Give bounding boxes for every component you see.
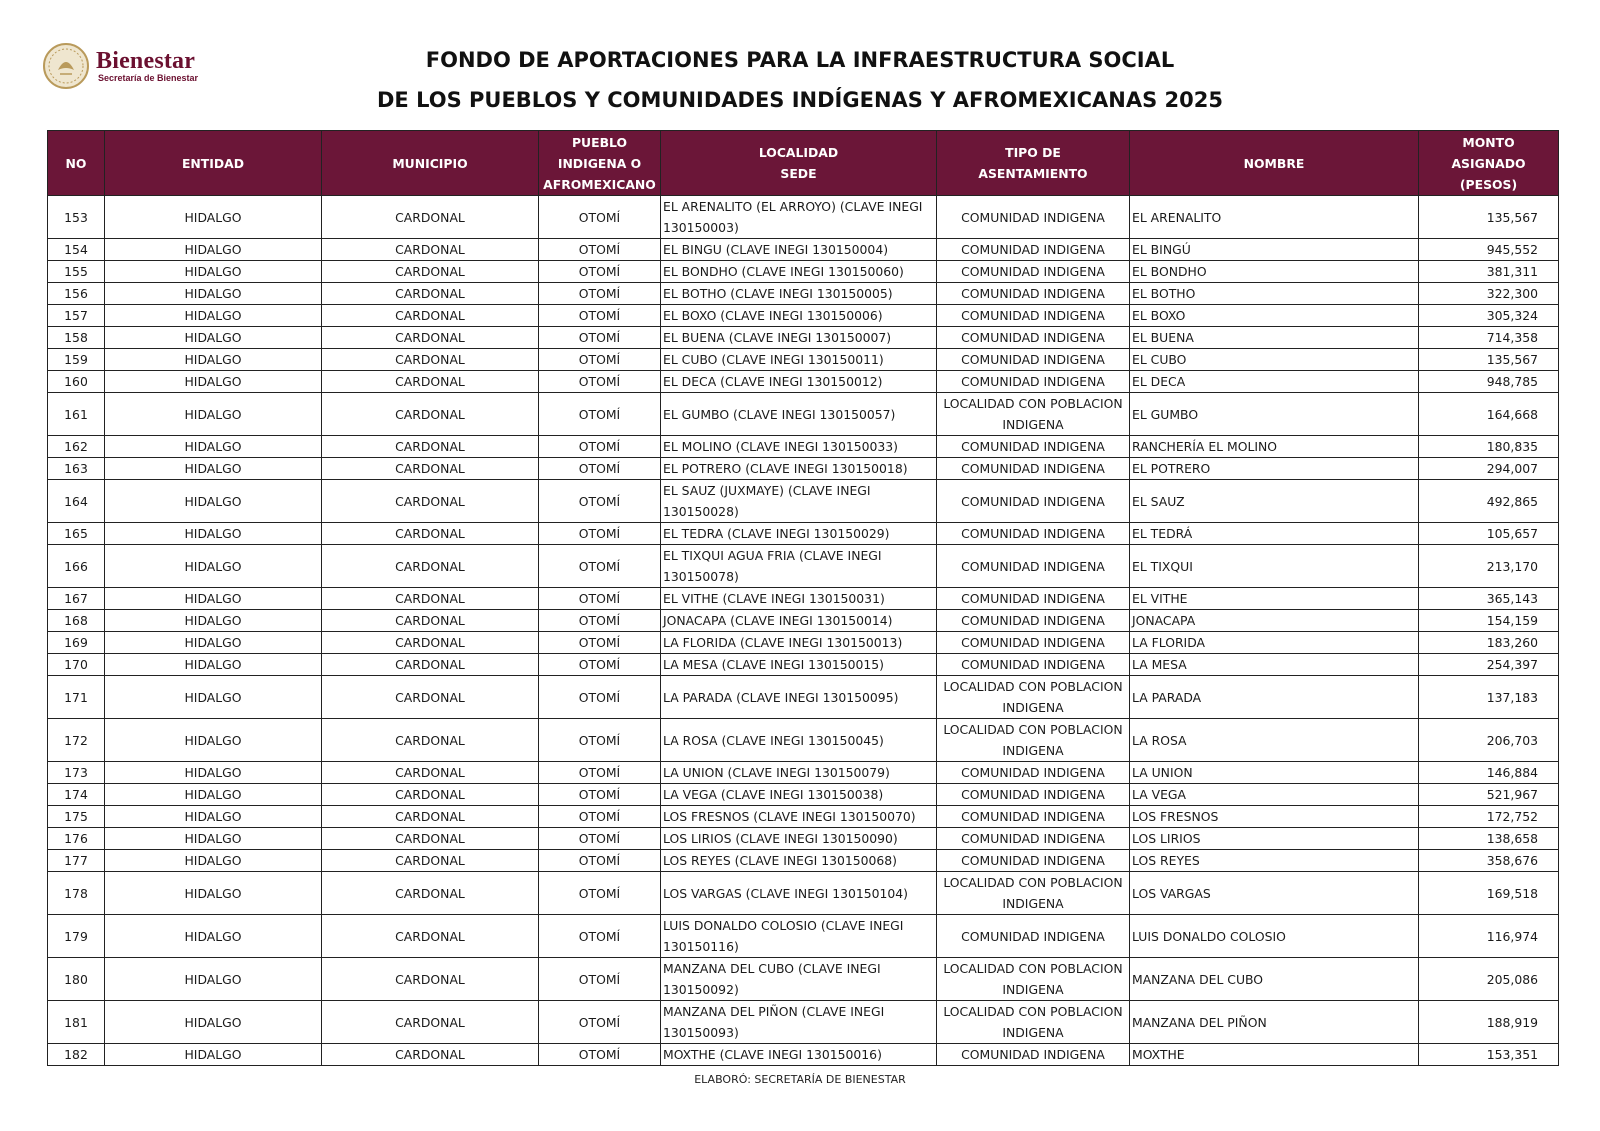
cell-municipio: CARDONAL	[322, 915, 539, 958]
table-row	[48, 393, 1559, 436]
cell-pueblo: OTOMÍ	[539, 327, 661, 349]
cell-municipio: CARDONAL	[322, 828, 539, 850]
cell-pueblo: OTOMÍ	[539, 196, 661, 239]
cell-no: 177	[48, 850, 105, 872]
cell-entidad: HIDALGO	[105, 828, 322, 850]
cell-tipo: COMUNIDAD INDIGENA	[937, 196, 1130, 239]
table-row	[48, 762, 1559, 784]
cell-localidad: MANZANA DEL PIÑON (CLAVE INEGI 130150093)	[661, 1001, 937, 1044]
cell-tipo: COMUNIDAD INDIGENA	[937, 458, 1130, 480]
cell-no: 173	[48, 762, 105, 784]
cell-entidad: HIDALGO	[105, 261, 322, 283]
cell-municipio: CARDONAL	[322, 371, 539, 393]
cell-pueblo: OTOMÍ	[539, 806, 661, 828]
cell-localidad: MANZANA DEL CUBO (CLAVE INEGI 130150092)	[661, 958, 937, 1001]
cell-pueblo: OTOMÍ	[539, 610, 661, 632]
cell-localidad: EL BINGU (CLAVE INEGI 130150004)	[661, 239, 937, 261]
cell-localidad: EL POTRERO (CLAVE INEGI 130150018)	[661, 458, 937, 480]
cell-pueblo: OTOMÍ	[539, 588, 661, 610]
footer-credit: ELABORÓ: SECRETARÍA DE BIENESTAR	[694, 1073, 906, 1086]
cell-pueblo: OTOMÍ	[539, 915, 661, 958]
cell-municipio: CARDONAL	[322, 632, 539, 654]
cell-pueblo: OTOMÍ	[539, 828, 661, 850]
table-row	[48, 283, 1559, 305]
cell-monto: 381,311	[1419, 261, 1559, 283]
cell-pueblo: OTOMÍ	[539, 305, 661, 327]
cell-monto: 138,658	[1419, 828, 1559, 850]
cell-monto: 153,351	[1419, 1044, 1559, 1066]
cell-entidad: HIDALGO	[105, 762, 322, 784]
cell-no: 154	[48, 239, 105, 261]
cell-monto: 205,086	[1419, 958, 1559, 1001]
cell-entidad: HIDALGO	[105, 393, 322, 436]
cell-localidad: EL VITHE (CLAVE INEGI 130150031)	[661, 588, 937, 610]
cell-tipo: COMUNIDAD INDIGENA	[937, 371, 1130, 393]
cell-tipo: COMUNIDAD INDIGENA	[937, 239, 1130, 261]
col-header-monto: MONTO ASIGNADO (PESOS)	[1419, 131, 1559, 196]
cell-municipio: CARDONAL	[322, 327, 539, 349]
cell-municipio: CARDONAL	[322, 349, 539, 371]
table-row	[48, 676, 1559, 719]
cell-no: 172	[48, 719, 105, 762]
cell-monto: 154,159	[1419, 610, 1559, 632]
cell-no: 153	[48, 196, 105, 239]
cell-monto: 146,884	[1419, 762, 1559, 784]
cell-localidad: EL BOTHO (CLAVE INEGI 130150005)	[661, 283, 937, 305]
col-header-localidad: LOCALIDAD SEDE	[661, 131, 937, 196]
document-title-line-1: FONDO DE APORTACIONES PARA LA INFRAESTRUCTURA SOCIAL	[425, 48, 1175, 72]
cell-monto: 358,676	[1419, 850, 1559, 872]
cell-localidad: EL BONDHO (CLAVE INEGI 130150060)	[661, 261, 937, 283]
table-row	[48, 1044, 1559, 1066]
cell-entidad: HIDALGO	[105, 676, 322, 719]
table-row	[48, 610, 1559, 632]
cell-entidad: HIDALGO	[105, 588, 322, 610]
cell-monto: 305,324	[1419, 305, 1559, 327]
cell-entidad: HIDALGO	[105, 958, 322, 1001]
cell-no: 174	[48, 784, 105, 806]
cell-nombre: LA MESA	[1130, 654, 1419, 676]
table-row	[48, 632, 1559, 654]
table-row	[48, 872, 1559, 915]
table-row	[48, 327, 1559, 349]
cell-no: 179	[48, 915, 105, 958]
cell-entidad: HIDALGO	[105, 196, 322, 239]
table-row	[48, 545, 1559, 588]
cell-localidad: EL TIXQUI AGUA FRIA (CLAVE INEGI 130150078)	[661, 545, 937, 588]
cell-localidad: LOS FRESNOS (CLAVE INEGI 130150070)	[661, 806, 937, 828]
cell-entidad: HIDALGO	[105, 632, 322, 654]
cell-monto: 164,668	[1419, 393, 1559, 436]
cell-tipo: COMUNIDAD INDIGENA	[937, 784, 1130, 806]
table-row	[48, 806, 1559, 828]
table-row	[48, 349, 1559, 371]
cell-pueblo: OTOMÍ	[539, 872, 661, 915]
cell-no: 168	[48, 610, 105, 632]
cell-tipo: COMUNIDAD INDIGENA	[937, 1044, 1130, 1066]
cell-monto: 945,552	[1419, 239, 1559, 261]
cell-localidad: LA ROSA (CLAVE INEGI 130150045)	[661, 719, 937, 762]
cell-tipo: COMUNIDAD INDIGENA	[937, 327, 1130, 349]
cell-localidad: EL MOLINO (CLAVE INEGI 130150033)	[661, 436, 937, 458]
cell-nombre: MANZANA DEL CUBO	[1130, 958, 1419, 1001]
cell-municipio: CARDONAL	[322, 588, 539, 610]
cell-nombre: RANCHERÍA EL MOLINO	[1130, 436, 1419, 458]
cell-nombre: LUIS DONALDO COLOSIO	[1130, 915, 1419, 958]
cell-nombre: MANZANA DEL PIÑON	[1130, 1001, 1419, 1044]
cell-entidad: HIDALGO	[105, 654, 322, 676]
cell-nombre: LA PARADA	[1130, 676, 1419, 719]
cell-entidad: HIDALGO	[105, 1001, 322, 1044]
table-row	[48, 654, 1559, 676]
table-row	[48, 239, 1559, 261]
table-row	[48, 1001, 1559, 1044]
cell-localidad: LA UNION (CLAVE INEGI 130150079)	[661, 762, 937, 784]
cell-monto: 180,835	[1419, 436, 1559, 458]
cell-entidad: HIDALGO	[105, 610, 322, 632]
cell-monto: 521,967	[1419, 784, 1559, 806]
cell-no: 169	[48, 632, 105, 654]
cell-monto: 188,919	[1419, 1001, 1559, 1044]
cell-pueblo: OTOMÍ	[539, 958, 661, 1001]
table-header-row	[48, 131, 1559, 196]
cell-municipio: CARDONAL	[322, 850, 539, 872]
cell-nombre: EL VITHE	[1130, 588, 1419, 610]
table-row	[48, 480, 1559, 523]
cell-no: 160	[48, 371, 105, 393]
cell-tipo: COMUNIDAD INDIGENA	[937, 305, 1130, 327]
cell-municipio: CARDONAL	[322, 762, 539, 784]
cell-entidad: HIDALGO	[105, 283, 322, 305]
cell-no: 164	[48, 480, 105, 523]
cell-entidad: HIDALGO	[105, 480, 322, 523]
cell-entidad: HIDALGO	[105, 239, 322, 261]
cell-localidad: LA FLORIDA (CLAVE INEGI 130150013)	[661, 632, 937, 654]
table-row	[48, 523, 1559, 545]
cell-no: 167	[48, 588, 105, 610]
cell-monto: 169,518	[1419, 872, 1559, 915]
cell-entidad: HIDALGO	[105, 915, 322, 958]
cell-localidad: EL BOXO (CLAVE INEGI 130150006)	[661, 305, 937, 327]
cell-tipo: LOCALIDAD CON POBLACION INDIGENA	[937, 1001, 1130, 1044]
cell-pueblo: OTOMÍ	[539, 676, 661, 719]
cell-municipio: CARDONAL	[322, 261, 539, 283]
cell-nombre: EL DECA	[1130, 371, 1419, 393]
cell-entidad: HIDALGO	[105, 806, 322, 828]
col-header-entidad: ENTIDAD	[105, 131, 322, 196]
cell-monto: 172,752	[1419, 806, 1559, 828]
cell-municipio: CARDONAL	[322, 676, 539, 719]
brand-subtitle: Secretaría de Bienestar	[98, 73, 199, 83]
cell-no: 162	[48, 436, 105, 458]
cell-tipo: LOCALIDAD CON POBLACION INDIGENA	[937, 872, 1130, 915]
cell-pueblo: OTOMÍ	[539, 850, 661, 872]
cell-pueblo: OTOMÍ	[539, 719, 661, 762]
cell-municipio: CARDONAL	[322, 393, 539, 436]
table-row	[48, 719, 1559, 762]
cell-municipio: CARDONAL	[322, 239, 539, 261]
cell-no: 161	[48, 393, 105, 436]
cell-no: 170	[48, 654, 105, 676]
cell-tipo: COMUNIDAD INDIGENA	[937, 436, 1130, 458]
cell-nombre: MOXTHE	[1130, 1044, 1419, 1066]
col-header-nombre: NOMBRE	[1130, 131, 1419, 196]
cell-municipio: CARDONAL	[322, 610, 539, 632]
cell-municipio: CARDONAL	[322, 958, 539, 1001]
cell-no: 175	[48, 806, 105, 828]
col-header-pueblo: PUEBLO INDIGENA O AFROMEXICANO	[539, 131, 661, 196]
cell-tipo: COMUNIDAD INDIGENA	[937, 261, 1130, 283]
cell-nombre: LOS VARGAS	[1130, 872, 1419, 915]
cell-municipio: CARDONAL	[322, 872, 539, 915]
cell-nombre: LOS LIRIOS	[1130, 828, 1419, 850]
cell-entidad: HIDALGO	[105, 305, 322, 327]
cell-no: 180	[48, 958, 105, 1001]
cell-no: 158	[48, 327, 105, 349]
cell-municipio: CARDONAL	[322, 1044, 539, 1066]
cell-monto: 948,785	[1419, 371, 1559, 393]
cell-no: 182	[48, 1044, 105, 1066]
cell-pueblo: OTOMÍ	[539, 436, 661, 458]
cell-tipo: LOCALIDAD CON POBLACION INDIGENA	[937, 958, 1130, 1001]
cell-municipio: CARDONAL	[322, 458, 539, 480]
cell-pueblo: OTOMÍ	[539, 654, 661, 676]
col-header-no: NO	[48, 131, 105, 196]
cell-localidad: EL ARENALITO (EL ARROYO) (CLAVE INEGI 130150003)	[661, 196, 937, 239]
cell-tipo: COMUNIDAD INDIGENA	[937, 632, 1130, 654]
cell-pueblo: OTOMÍ	[539, 632, 661, 654]
cell-tipo: LOCALIDAD CON POBLACION INDIGENA	[937, 676, 1130, 719]
table-row	[48, 305, 1559, 327]
cell-monto: 213,170	[1419, 545, 1559, 588]
cell-entidad: HIDALGO	[105, 371, 322, 393]
cell-municipio: CARDONAL	[322, 523, 539, 545]
cell-localidad: LOS VARGAS (CLAVE INEGI 130150104)	[661, 872, 937, 915]
cell-localidad: JONACAPA (CLAVE INEGI 130150014)	[661, 610, 937, 632]
cell-localidad: LA VEGA (CLAVE INEGI 130150038)	[661, 784, 937, 806]
cell-tipo: COMUNIDAD INDIGENA	[937, 654, 1130, 676]
cell-entidad: HIDALGO	[105, 1044, 322, 1066]
cell-nombre: LA ROSA	[1130, 719, 1419, 762]
cell-localidad: EL BUENA (CLAVE INEGI 130150007)	[661, 327, 937, 349]
cell-pueblo: OTOMÍ	[539, 371, 661, 393]
cell-localidad: LOS LIRIOS (CLAVE INEGI 130150090)	[661, 828, 937, 850]
table-row	[48, 850, 1559, 872]
cell-tipo: COMUNIDAD INDIGENA	[937, 806, 1130, 828]
cell-nombre: EL POTRERO	[1130, 458, 1419, 480]
cell-no: 181	[48, 1001, 105, 1044]
allocation-table	[47, 130, 1559, 1066]
cell-nombre: LA UNION	[1130, 762, 1419, 784]
cell-nombre: EL ARENALITO	[1130, 196, 1419, 239]
table-row	[48, 588, 1559, 610]
cell-nombre: EL BUENA	[1130, 327, 1419, 349]
cell-nombre: JONACAPA	[1130, 610, 1419, 632]
cell-localidad: LUIS DONALDO COLOSIO (CLAVE INEGI 130150116)	[661, 915, 937, 958]
cell-municipio: CARDONAL	[322, 719, 539, 762]
cell-no: 178	[48, 872, 105, 915]
brand-name: Bienestar	[96, 48, 196, 74]
cell-pueblo: OTOMÍ	[539, 480, 661, 523]
cell-tipo: COMUNIDAD INDIGENA	[937, 523, 1130, 545]
cell-no: 157	[48, 305, 105, 327]
cell-no: 155	[48, 261, 105, 283]
cell-monto: 137,183	[1419, 676, 1559, 719]
cell-tipo: COMUNIDAD INDIGENA	[937, 480, 1130, 523]
cell-pueblo: OTOMÍ	[539, 523, 661, 545]
cell-monto: 714,358	[1419, 327, 1559, 349]
table-row	[48, 784, 1559, 806]
cell-localidad: LA PARADA (CLAVE INEGI 130150095)	[661, 676, 937, 719]
cell-localidad: EL SAUZ (JUXMAYE) (CLAVE INEGI 130150028)	[661, 480, 937, 523]
cell-entidad: HIDALGO	[105, 523, 322, 545]
cell-entidad: HIDALGO	[105, 349, 322, 371]
cell-monto: 116,974	[1419, 915, 1559, 958]
cell-pueblo: OTOMÍ	[539, 261, 661, 283]
cell-localidad: EL CUBO (CLAVE INEGI 130150011)	[661, 349, 937, 371]
table-row	[48, 436, 1559, 458]
cell-entidad: HIDALGO	[105, 458, 322, 480]
cell-localidad: LA MESA (CLAVE INEGI 130150015)	[661, 654, 937, 676]
cell-municipio: CARDONAL	[322, 1001, 539, 1044]
cell-monto: 294,007	[1419, 458, 1559, 480]
cell-nombre: EL CUBO	[1130, 349, 1419, 371]
document-title-line-2: DE LOS PUEBLOS Y COMUNIDADES INDÍGENAS Y AFROMEXICANAS 2025	[377, 88, 1223, 112]
col-header-municipio: MUNICIPIO	[322, 131, 539, 196]
cell-pueblo: OTOMÍ	[539, 458, 661, 480]
cell-localidad: EL DECA (CLAVE INEGI 130150012)	[661, 371, 937, 393]
cell-no: 166	[48, 545, 105, 588]
cell-nombre: EL SAUZ	[1130, 480, 1419, 523]
cell-nombre: EL TEDRÁ	[1130, 523, 1419, 545]
cell-monto: 135,567	[1419, 349, 1559, 371]
cell-municipio: CARDONAL	[322, 196, 539, 239]
cell-nombre: EL BONDHO	[1130, 261, 1419, 283]
cell-pueblo: OTOMÍ	[539, 784, 661, 806]
cell-pueblo: OTOMÍ	[539, 349, 661, 371]
cell-nombre: LA FLORIDA	[1130, 632, 1419, 654]
cell-monto: 135,567	[1419, 196, 1559, 239]
cell-tipo: LOCALIDAD CON POBLACION INDIGENA	[937, 393, 1130, 436]
cell-entidad: HIDALGO	[105, 327, 322, 349]
cell-nombre: EL GUMBO	[1130, 393, 1419, 436]
cell-municipio: CARDONAL	[322, 784, 539, 806]
cell-tipo: COMUNIDAD INDIGENA	[937, 283, 1130, 305]
cell-municipio: CARDONAL	[322, 545, 539, 588]
cell-tipo: COMUNIDAD INDIGENA	[937, 588, 1130, 610]
cell-municipio: CARDONAL	[322, 480, 539, 523]
cell-municipio: CARDONAL	[322, 436, 539, 458]
table-row	[48, 196, 1559, 239]
cell-pueblo: OTOMÍ	[539, 762, 661, 784]
cell-localidad: EL TEDRA (CLAVE INEGI 130150029)	[661, 523, 937, 545]
cell-pueblo: OTOMÍ	[539, 545, 661, 588]
cell-monto: 105,657	[1419, 523, 1559, 545]
cell-nombre: EL BOXO	[1130, 305, 1419, 327]
cell-monto: 254,397	[1419, 654, 1559, 676]
cell-no: 159	[48, 349, 105, 371]
cell-entidad: HIDALGO	[105, 784, 322, 806]
cell-entidad: HIDALGO	[105, 872, 322, 915]
cell-localidad: LOS REYES (CLAVE INEGI 130150068)	[661, 850, 937, 872]
cell-entidad: HIDALGO	[105, 850, 322, 872]
cell-tipo: COMUNIDAD INDIGENA	[937, 762, 1130, 784]
table-body	[48, 196, 1559, 1066]
cell-monto: 365,143	[1419, 588, 1559, 610]
col-header-tipo: TIPO DE ASENTAMIENTO	[937, 131, 1130, 196]
cell-tipo: COMUNIDAD INDIGENA	[937, 850, 1130, 872]
cell-nombre: LA VEGA	[1130, 784, 1419, 806]
table-row	[48, 458, 1559, 480]
cell-no: 165	[48, 523, 105, 545]
cell-tipo: COMUNIDAD INDIGENA	[937, 610, 1130, 632]
cell-entidad: HIDALGO	[105, 545, 322, 588]
cell-monto: 492,865	[1419, 480, 1559, 523]
cell-pueblo: OTOMÍ	[539, 239, 661, 261]
cell-entidad: HIDALGO	[105, 436, 322, 458]
cell-nombre: EL BINGÚ	[1130, 239, 1419, 261]
table-row	[48, 958, 1559, 1001]
cell-pueblo: OTOMÍ	[539, 1044, 661, 1066]
cell-nombre: EL BOTHO	[1130, 283, 1419, 305]
cell-tipo: COMUNIDAD INDIGENA	[937, 545, 1130, 588]
cell-no: 171	[48, 676, 105, 719]
cell-municipio: CARDONAL	[322, 654, 539, 676]
cell-pueblo: OTOMÍ	[539, 393, 661, 436]
cell-monto: 206,703	[1419, 719, 1559, 762]
cell-municipio: CARDONAL	[322, 806, 539, 828]
cell-nombre: LOS REYES	[1130, 850, 1419, 872]
cell-pueblo: OTOMÍ	[539, 283, 661, 305]
table-row	[48, 828, 1559, 850]
cell-pueblo: OTOMÍ	[539, 1001, 661, 1044]
cell-monto: 183,260	[1419, 632, 1559, 654]
cell-nombre: EL TIXQUI	[1130, 545, 1419, 588]
table-row	[48, 261, 1559, 283]
cell-municipio: CARDONAL	[322, 305, 539, 327]
cell-entidad: HIDALGO	[105, 719, 322, 762]
cell-municipio: CARDONAL	[322, 283, 539, 305]
cell-tipo: LOCALIDAD CON POBLACION INDIGENA	[937, 719, 1130, 762]
cell-tipo: COMUNIDAD INDIGENA	[937, 915, 1130, 958]
cell-tipo: COMUNIDAD INDIGENA	[937, 828, 1130, 850]
table-row	[48, 915, 1559, 958]
cell-no: 163	[48, 458, 105, 480]
cell-monto: 322,300	[1419, 283, 1559, 305]
cell-no: 156	[48, 283, 105, 305]
cell-localidad: EL GUMBO (CLAVE INEGI 130150057)	[661, 393, 937, 436]
table-row	[48, 371, 1559, 393]
cell-tipo: COMUNIDAD INDIGENA	[937, 349, 1130, 371]
cell-nombre: LOS FRESNOS	[1130, 806, 1419, 828]
cell-no: 176	[48, 828, 105, 850]
cell-localidad: MOXTHE (CLAVE INEGI 130150016)	[661, 1044, 937, 1066]
